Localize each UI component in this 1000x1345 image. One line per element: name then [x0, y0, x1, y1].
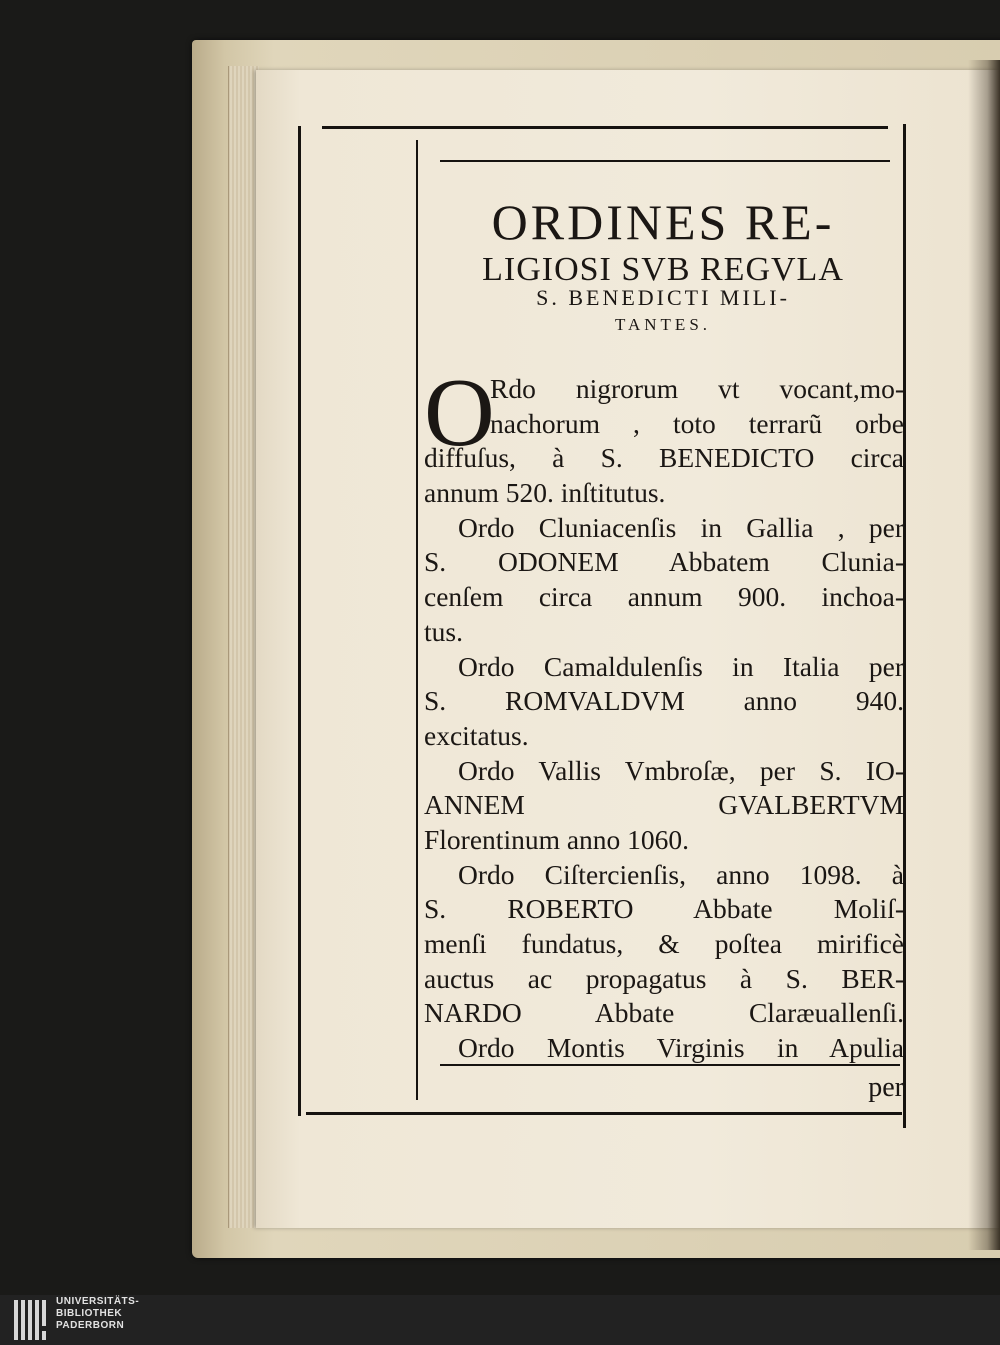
inner-frame-left [416, 140, 418, 1100]
text-line: Ordo Camaldulenſis in Italia per [458, 650, 904, 682]
text-line: menſi fundatus, & poſtea mirificè [424, 928, 904, 959]
text-line: Ordo Montis Virginis in Apulia [458, 1032, 904, 1064]
title-line-3: S. BENEDICTI MILI- [536, 285, 790, 310]
body-text [424, 359, 904, 1066]
text-line: S. ROBERTO Abbate Moliſ- [424, 893, 904, 925]
text-line: annum 520. inſtitutus. [424, 477, 666, 509]
text-line: nachorum , toto terrarũ orbe [490, 407, 904, 439]
text-line: Ordo Vallis Vmbroſæ, per S. IO- [458, 754, 904, 786]
text-line: diffuſus, à S. BENEDICTO circa [424, 442, 904, 474]
title-line-2: LIGIOSI SVB REGVLA [482, 251, 844, 288]
drop-cap: O [424, 359, 495, 467]
inner-frame-top [440, 160, 890, 162]
outer-frame-bottom [306, 1112, 902, 1115]
text-line: S. ODONEM Abbatem Clunia- [424, 546, 904, 578]
text-line: Ordo Ciſtercienſis, anno 1098. à [458, 858, 904, 890]
title-line-4: TANTES. [614, 315, 712, 334]
text-line: cenſem circa annum 900. inchoa- [424, 581, 904, 613]
library-logo-icon [14, 1300, 52, 1340]
text-line: Ordo Cluniacenſis in Gallia , per [458, 511, 904, 543]
catchword: per [868, 1072, 904, 1103]
gutter-shadow [968, 60, 1000, 1250]
text-line: Florentinum anno 1060. [424, 823, 690, 855]
title-line-1: ORDINES RE- [491, 194, 835, 250]
library-name-line-1: UNIVERSITÄTS- [56, 1296, 140, 1307]
text-line: tus. [424, 615, 463, 647]
text-line: S. ROMVALDVM anno 940. [424, 685, 904, 717]
text-line: excitatus. [424, 719, 529, 751]
library-name-line-2: BIBLIOTHEK [56, 1308, 123, 1319]
outer-frame-top [322, 126, 888, 129]
page-edges [228, 66, 259, 1228]
outer-frame-left [298, 126, 301, 1116]
text-line: auctus ac propagatus à S. BER- [424, 962, 904, 994]
text-line: NARDO Abbate Claræuallenſi. [424, 997, 904, 1029]
text-line: Rdo nigrorum vt vocant,mo- [490, 373, 904, 404]
library-name [56, 1296, 139, 1332]
text-line: ANNEM GVALBERTVM [424, 789, 904, 821]
footer-bar [0, 1295, 1000, 1345]
library-name-line-3: PADERBORN [56, 1320, 125, 1331]
